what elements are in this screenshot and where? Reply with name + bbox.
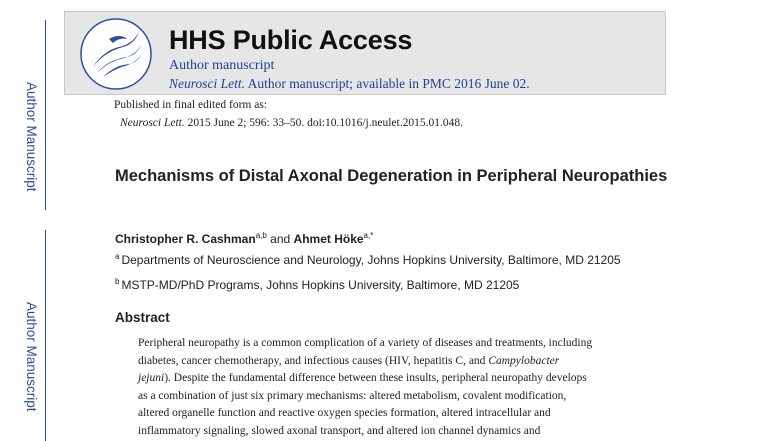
abstract-line-text: diabetes, cancer chemotherapy, and infectious causes (HIV, hepatitis C, and (138, 354, 489, 367)
abstract-line (138, 353, 658, 371)
published-label: Published in final edited form as: (114, 99, 267, 111)
sidebar-rule-bottom (45, 230, 46, 441)
abstract-body (138, 335, 658, 440)
affiliation-text: MSTP-MD/PhD Programs, Johns Hopkins University, Baltimore, MD 21205 (121, 278, 520, 292)
banner-citation (169, 76, 530, 92)
abstract-heading: Abstract (115, 310, 170, 325)
publication-journal: Neurosci Lett. (120, 117, 185, 129)
author-list (115, 231, 373, 246)
affiliation-marker: a (115, 252, 120, 261)
sidebar-rule-top (45, 20, 46, 210)
author-manuscript-label-bottom: Author Manuscript (24, 302, 39, 412)
affiliation-item (115, 252, 621, 267)
publication-citation (120, 117, 463, 129)
abstract-line: altered organelle function and reactive oxygen species formation, altered intracellular and (138, 407, 551, 419)
affiliation-marker: b (115, 277, 120, 286)
author-manuscript-label-top: Author Manuscript (24, 82, 39, 192)
affiliation-text: Departments of Neuroscience and Neurology, Johns Hopkins University, Baltimore, MD 21205 (121, 253, 621, 267)
hhs-eagle-logo-icon (79, 17, 153, 91)
banner-subtitle: Author manuscript (169, 58, 275, 73)
author-joiner: and (266, 232, 294, 246)
banner-citation-text: Author manuscript; available in PMC 2016 June 02. (245, 76, 530, 91)
hhs-banner (64, 11, 666, 95)
abstract-line-italic: Campylobacter (488, 354, 560, 367)
banner-title: HHS Public Access (169, 25, 413, 55)
abstract-line: Peripheral neuropathy is a common complication of a variety of diseases and treatments, including (138, 337, 593, 349)
article-title: Mechanisms of Distal Axonal Degeneration in Peripheral Neuropathies (115, 167, 668, 185)
publication-citation-text: 2015 June 2; 596: 33–50. doi:10.1016/j.neulet.2015.01.048. (184, 117, 463, 129)
author-affiliation-marker: a,b (255, 231, 267, 240)
author-name: Ahmet Höke (293, 232, 364, 246)
affiliation-item (115, 277, 519, 292)
author-name: Christopher R. Cashman (115, 232, 256, 246)
abstract-line: as a combination of just six primary mechanisms: altered metabolism, covalent modification, (138, 389, 567, 402)
author-affiliation-marker: a,* (363, 231, 374, 240)
abstract-line-text: ). Despite the fundamental difference between these insults, peripheral neuropathy develops (164, 372, 587, 384)
abstract-line: inflammatory signaling, slowed axonal transport, and altered ion channel dynamics and (138, 424, 541, 437)
abstract-line (138, 370, 658, 388)
abstract-line-italic: jejuni (138, 372, 165, 384)
banner-journal: Neurosci Lett. (169, 76, 245, 91)
